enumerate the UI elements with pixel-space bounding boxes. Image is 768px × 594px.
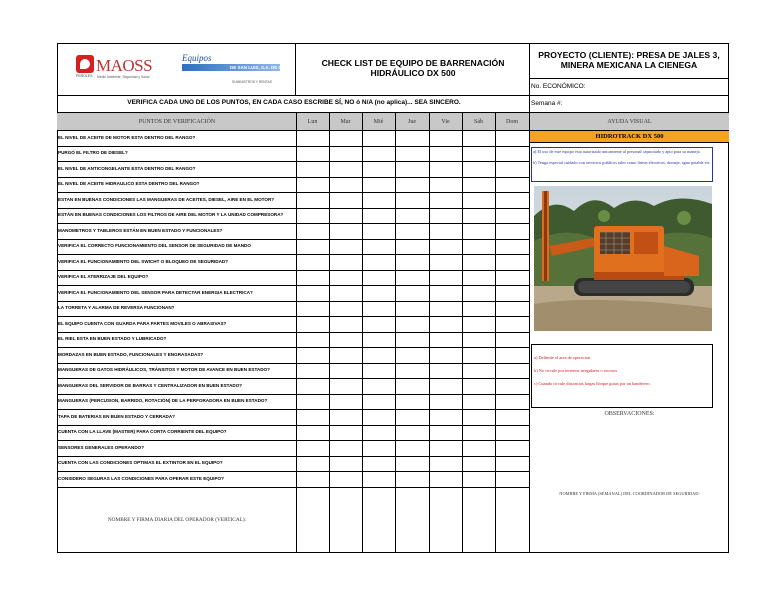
day-header-fri: Vie: [441, 119, 450, 125]
maoss-logo-subtitle: Medio Ambiente, Seguridad y Salud: [97, 75, 150, 79]
drill-rig-photo: [534, 186, 712, 331]
row-divider: [57, 378, 529, 379]
header-divider-eco: [529, 78, 729, 79]
equipos-logo-text: Equipos: [182, 53, 212, 63]
row-divider: [57, 332, 529, 333]
list-item: MANOMETROS Y TABLEROS ESTÁN EN BUEN ESTADO Y FUNCIONALES?: [58, 228, 223, 233]
day-header-tue: Mar: [340, 119, 351, 125]
equipos-logo-company: DE SAN LUIS, S.A. DE C.V.: [230, 65, 287, 70]
row-divider: [57, 487, 529, 488]
row-divider: [57, 192, 529, 193]
safety-rule-a: a) Delimite el area de operacion: [534, 355, 591, 360]
page-title: CHECK LIST DE EQUIPO DE BARRENACIÓN HIDRÁULICO DX 500: [321, 58, 505, 78]
list-item: ESTAN EN BUENAS CONDICIONES LAS MANGUERAS DE ACEITES, DIESEL, AIRE EN EL MOTOR?: [58, 197, 275, 202]
list-item: EL NIVEL DE ANTICONGELANTE ESTA DENTRO DEL RANGO?: [58, 166, 196, 171]
day-header-thu: Jue: [408, 119, 416, 125]
row-divider: [57, 456, 529, 457]
list-item: EL NIVEL DE ACEITE HIDRAULICO ESTA DENTRO DEL RANGO?: [58, 181, 200, 186]
list-item: VERIFICA EL CORRECTO FUNCIONAMIENTO DEL SENSOR DE SEGURIDAD DE MANDO: [58, 243, 251, 248]
row-divider: [57, 394, 529, 395]
day-column-divider: [362, 112, 363, 553]
week-number-label: Semana #:: [531, 100, 563, 107]
day-column-divider: [429, 112, 430, 553]
list-item: VERIFICA EL ATERRIZAJE DEL EQUIPO?: [58, 274, 149, 279]
day-header-mon: Lun: [307, 119, 318, 125]
day-column-divider: [395, 112, 396, 553]
day-header-wed: Mié: [373, 119, 384, 125]
safety-rule-c: c) Cuando circule distancias largas bloque guías por un banderero.: [534, 381, 651, 386]
row-divider: [57, 239, 529, 240]
day-header-sun: Dom: [506, 119, 518, 125]
list-item: PURGÓ EL FILTRO DE DIESEL?: [58, 150, 128, 155]
list-item: MANGUERAS (PERCUSION, BARRIDO, ROTACIÓN) DE LA PERFORADORA EN BUEN ESTADO?: [58, 398, 268, 403]
project-name: PROYECTO (CLIENTE): PRESA DE JALES 3, MINERA MEXICANA LA CIENEGA: [538, 50, 720, 70]
row-divider: [57, 177, 529, 178]
row-divider: [57, 223, 529, 224]
day-header-sat: Sáb: [474, 119, 483, 125]
list-item: ESTÁN EN BUENAS CONDICIONES LOS FILTROS DE AIRE DEL MOTOR Y LA UNIDAD COMPRESORA?: [58, 212, 284, 217]
row-divider: [57, 363, 529, 364]
row-divider: [57, 316, 529, 317]
list-item: MORDAZAS EN BUEN ESTADO, FUNCIONALES Y ENGRASADAS?: [58, 352, 204, 357]
day-column-divider: [296, 112, 297, 553]
list-item: CONSIDERO SEGURAS LAS CONDICIONES PARA OPERAR ESTE EQUIPO?: [58, 476, 224, 481]
row-divider: [57, 254, 529, 255]
row-divider: [57, 347, 529, 348]
usage-note-b: b) Tenga especial cuidado con servicios publicos tales como lineas electricas, drenaje, agua potable etc.: [533, 160, 711, 165]
list-item: TAPA DE BATERIAS EN BUEN ESTADO Y CERRADA?: [58, 414, 175, 419]
row-divider: [57, 285, 529, 286]
coordinator-signature-label: NOMBRE Y FIRMA (SEMANAL) DEL COORDINADOR DE SEGURIDAD:: [559, 491, 700, 496]
row-divider: [57, 208, 529, 209]
instruction-text: VERIFICA CADA UNO DE LOS PUNTOS, EN CADA CASO ESCRIBE SÍ, NO ó N/A (no aplica)... SEA SINCERO.: [127, 99, 461, 106]
operator-signature-label: NOMBRE Y FIRMA DIARIA DEL OPERADOR (VERTICAL):: [107, 517, 247, 523]
list-item: MANGUERAS DE GATOS HIDRÁULICOS, TRÁNSITOS Y MOTOR DE AVANCE EN BUEN ESTADO?: [58, 367, 270, 372]
list-item: EL RIEL ESTA EN BUEN ESTADO Y LUBRICADO?: [58, 336, 167, 341]
row-divider: [57, 471, 529, 472]
aid-divider: [529, 142, 729, 143]
header-divider-bottom: [57, 95, 729, 96]
list-item: VERIFICA EL FUNCIONAMIENTO DEL SWICHT O BLOQUEO DE SEGURIDAD?: [58, 259, 229, 264]
economic-number-label: No. ECONÓMICO:: [531, 83, 586, 90]
row-divider: [57, 301, 529, 302]
day-column-divider: [462, 112, 463, 553]
row-divider: [57, 409, 529, 410]
safety-rule-b: b) No circule por terrenos irregulares o rocosos: [534, 368, 618, 373]
list-item: EL NIVEL DE ACEITE DE MOTOR ESTA DENTRO DEL RANGO?: [58, 135, 196, 140]
row-divider: [57, 425, 529, 426]
list-item: VERIFICA EL FUNCIONAMIENTO DEL SENSOR PARA DETECTAR ENERGIA ELECTRICA?: [58, 290, 253, 295]
day-column-divider: [495, 112, 496, 553]
list-item: SENSORES GENERALES OPERANDO?: [58, 445, 145, 450]
row-divider: [57, 161, 529, 162]
equipment-name: HIDROTRACK DX 500: [595, 133, 664, 140]
row-divider: [57, 440, 529, 441]
equipos-logo-subtitle: SUMINISTROS Y RENTAS: [232, 80, 272, 84]
safety-rules-box: [531, 344, 713, 408]
list-item: CUENTA CON LAS CONDICIONES OPTIMAS EL EXTINTOR EN EL EQUIPO?: [58, 460, 223, 465]
maoss-logo-text: MAOSS: [96, 56, 153, 75]
day-column-divider: [329, 112, 330, 553]
observations-label: OBSERVACIONES:: [604, 411, 655, 417]
row-divider: [57, 270, 529, 271]
list-item: CUENTA CON LA LLAVE (MASTER) PARA CORTA CORRIENTE DEL EQUIPO?: [58, 429, 227, 434]
aid-header: AYUDA VISUAL: [607, 119, 652, 125]
points-header: PUNTOS DE VERIFICACIÓN: [138, 119, 216, 125]
penoles-logo-label: PEÑOLES: [76, 74, 93, 78]
list-item: LA TORRETA Y ALARMA DE REVERSA FUNCIONAN?: [58, 305, 175, 310]
penoles-logo-mark: [80, 59, 90, 69]
list-item: MANGUERAS DEL SERVIDOR DE BARRAS Y CENTRALIZADOR EN BUEN ESTADO?: [58, 383, 243, 388]
usage-note-a: a) El uso de este equipo esta autorizado unicamente al personal capacitado y apto para su manejo.: [533, 149, 701, 154]
header-divider-left: [295, 43, 296, 95]
list-item: EL EQUIPO CUENTA CON GUARDA PARA PARTES MOVILES O ABRASIVAS?: [58, 321, 227, 326]
row-divider: [57, 146, 529, 147]
